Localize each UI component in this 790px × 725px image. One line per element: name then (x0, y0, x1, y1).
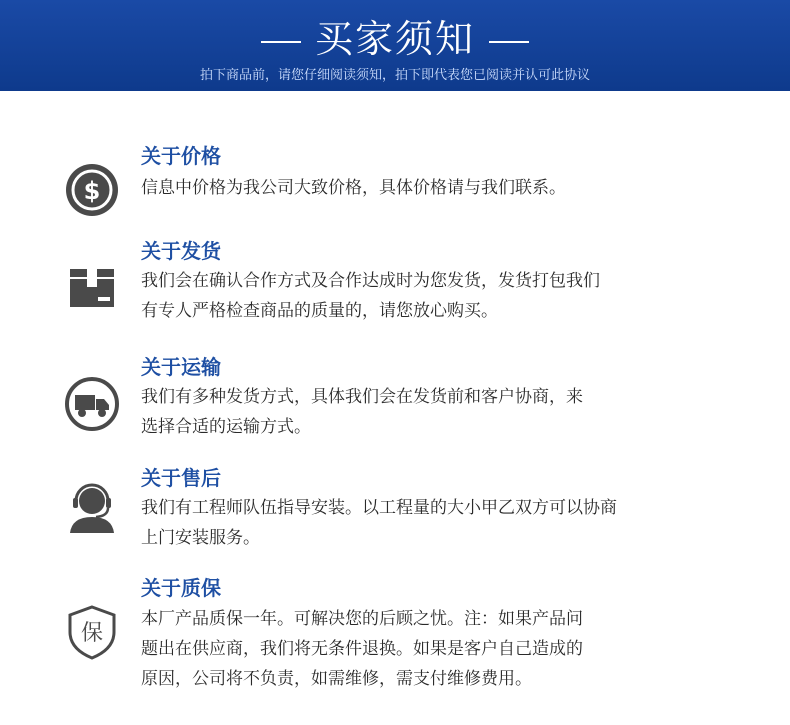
body-line: 有专人严格检查商品的质量的，请您放心购买。 (141, 301, 498, 321)
body-line: 信息中价格为我公司大致价格，具体价格请与我们联系。 (141, 178, 566, 198)
section-title: 关于发货 (141, 239, 221, 263)
section-title: 关于质保 (141, 576, 221, 600)
header-banner (0, 0, 790, 91)
section-body (141, 493, 721, 553)
body-line: 我们有工程师队伍指导安装。以工程量的大小甲乙双方可以协商 (141, 498, 617, 518)
body-line: 我们有多种发货方式，具体我们会在发货前和客户协商，来 (141, 387, 583, 407)
section-body (141, 173, 721, 203)
section-title: 关于价格 (141, 144, 221, 168)
delivery-truck-icon (64, 376, 120, 432)
section-body (141, 604, 721, 694)
body-line: 原因，公司将不负责，如需维修，需支付维修费用。 (141, 669, 532, 689)
customer-service-icon (64, 479, 120, 535)
section-body (141, 382, 721, 442)
body-line: 题出在供应商，我们将无条件退换。如果是客户自己造成的 (141, 639, 583, 659)
title-left-dash (261, 41, 301, 43)
body-line: 上门安装服务。 (141, 528, 260, 548)
banner-subtitle: 拍下商品前，请您仔细阅读须知，拍下即代表您已阅读并认可此协议 (199, 68, 590, 83)
page-title: 买家须知 (314, 17, 475, 61)
section-body (141, 266, 721, 326)
dollar-coin-icon (64, 162, 120, 218)
section-title: 关于售后 (141, 466, 221, 490)
body-line: 选择合适的运输方式。 (141, 417, 311, 437)
package-box-icon (64, 257, 120, 313)
banner-title-row (0, 14, 790, 64)
section-title: 关于运输 (141, 355, 221, 379)
body-line: 本厂产品质保一年。可解决您的后顾之忧。注：如果产品问 (141, 609, 583, 629)
body-line: 我们会在确认合作方式及合作达成时为您发货，发货打包我们 (141, 271, 600, 291)
warranty-icon-char: 保 (80, 621, 104, 646)
title-right-dash (489, 41, 529, 43)
warranty-shield-icon (64, 604, 120, 660)
svg-text:$: $ (83, 177, 101, 205)
